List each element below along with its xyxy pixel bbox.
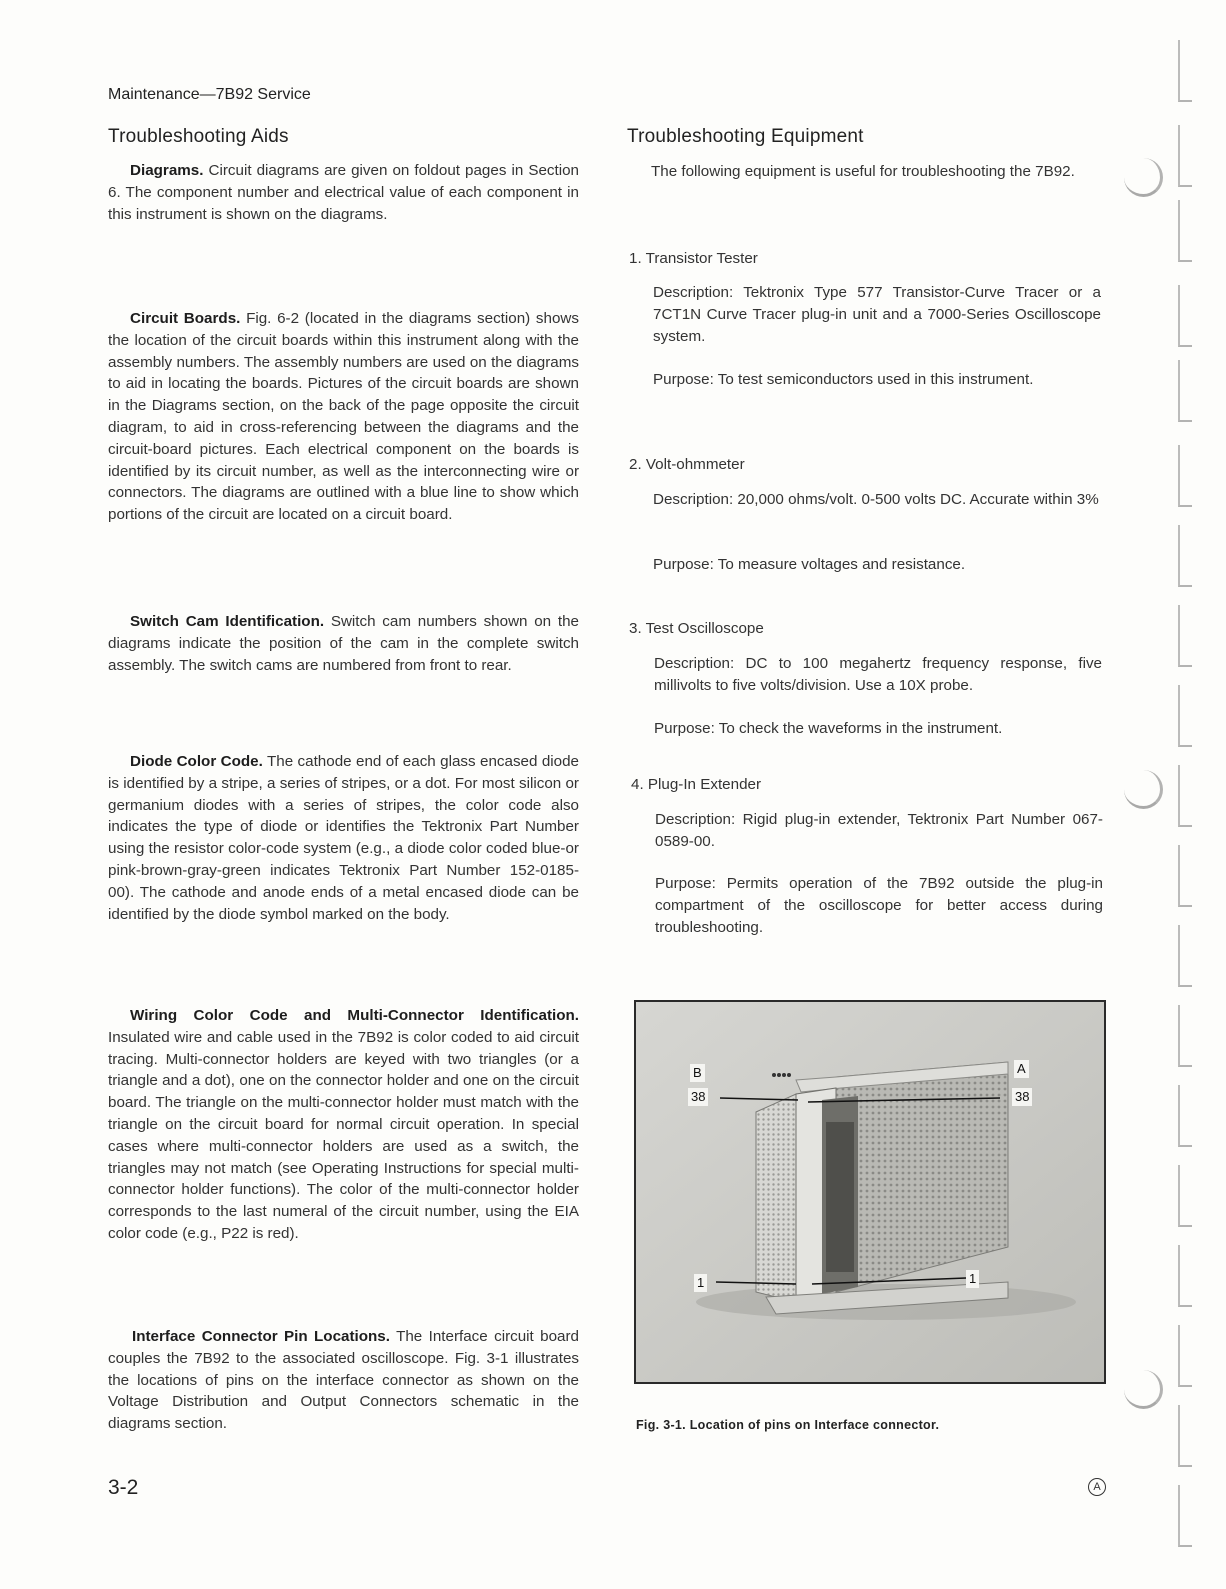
label-right-1: 1 [966,1270,979,1288]
equipment-item-description: Description: 20,000 ohms/volt. 0-500 volts DC. Accurate within 3% [653,491,1099,508]
binder-tab-mark [1178,605,1192,667]
binder-tab-mark [1178,445,1192,507]
binder-tab-mark [1178,200,1192,262]
lead-diagrams: Diagrams. [130,162,204,179]
binder-tab-mark [1178,1005,1192,1067]
label-b-38: 38 [688,1088,708,1106]
binder-tab-mark [1178,285,1192,347]
paragraph-wiring-color-code [108,1005,579,1245]
plug-in-unit-illustration [636,1002,1104,1382]
equipment-item-title: 3. Test Oscilloscope [629,620,764,637]
equipment-item-title: 2. Volt-ohmmeter [629,456,745,473]
label-a-38: 38 [1012,1088,1032,1106]
lead-diode-color-code: Diode Color Code. [130,753,263,770]
equipment-item-description: Description: DC to 100 megahertz frequency response, five millivolts to five volts/division. Use a 10X probe. [654,655,1102,694]
binder-tab-mark [1178,525,1192,587]
label-a: A [1014,1060,1029,1078]
paragraph-circuit-boards [108,308,579,526]
paragraph-diagrams [108,160,579,225]
binder-tab-mark [1178,1245,1192,1307]
lead-wiring-color-code: Wiring Color Code and Multi-Connector Identification. [130,1007,579,1024]
revision-mark: A [1088,1478,1106,1496]
equipment-item-purpose: Purpose: Permits operation of the 7B92 outside the plug-in compartment of the oscilloscope for better access during troubleshooting. [655,875,1103,936]
binder-tab-mark [1178,845,1192,907]
binder-tab-mark [1178,360,1192,422]
equipment-item-title: 1. Transistor Tester [629,250,758,267]
equipment-item-purpose: Purpose: To check the waveforms in the instrument. [654,720,1003,737]
binder-tab-mark [1178,40,1192,102]
page-number: 3-2 [108,1476,139,1499]
text-diode-color-code: The cathode end of each glass encased diode is identified by a stripe, a series of stripes, or a dot. For most silicon or germanium diodes with a series of stripes, the color code also indicates the type of diode or identifies the Tektronix Part Number using the resistor color-code system (e.g., a diode color coded blue-or pink-brown-gray-green indicates Tektronix Part Number 152-0185-00). The cathode and anode ends of a metal encased diode can be identified by the diode symbol marked on the body. [108,753,579,923]
section-title-troubleshooting-equipment: Troubleshooting Equipment [627,126,864,147]
label-left-1: 1 [694,1274,707,1292]
binder-tab-mark [1178,1085,1192,1147]
equipment-item-description: Description: Tektronix Type 577 Transistor-Curve Tracer or a 7CT1N Curve Tracer plug-in unit and a 7000-Series Oscilloscope system. [653,284,1101,345]
label-b: B [690,1064,705,1082]
lead-interface-connector: Interface Connector Pin Locations. [132,1328,390,1345]
equipment-intro: The following equipment is useful for troubleshooting the 7B92. [651,163,1075,180]
paragraph-interface-connector [108,1326,579,1435]
equipment-item-title: 4. Plug-In Extender [631,776,762,793]
running-header: Maintenance—7B92 Service [108,86,311,103]
equipment-item-purpose: Purpose: To measure voltages and resistance. [653,556,966,573]
binder-hole [1124,1370,1163,1409]
text-wiring-color-code: Insulated wire and cable used in the 7B92 is color coded to aid circuit tracing. Multi-connector holders are keyed with two triangles (or a triangle and a dot), one on the connector holder and one on the circuit board. The triangle on the multi-connector holder must match with the triangle on the circuit board for normal circuit operation. In special cases where multi-connector holders are used as a switch, the triangles may not match (see Operating Instructions for special multi-connector holder functions). The color of the multi-connector holder corresponds to the last numeral of the circuit number, using the EIA color code (e.g., P22 is red). [108,1028,579,1242]
lead-switch-cam: Switch Cam Identification. [130,613,325,630]
text-switch-cam: Switch cam numbers shown on the diagrams indicate the position of the cam in the complete switch assembly. The switch cams are numbered from front to rear. [108,613,579,674]
equipment-item-purpose: Purpose: To test semiconductors used in this instrument. [653,371,1034,388]
paragraph-diode-color-code [108,751,579,925]
text-circuit-boards: Fig. 6-2 (located in the diagrams section) shows the location of the circuit boards within this instrument along with the assembly numbers. The assembly numbers are used on the diagrams to aid in locating the boards. Pictures of the circuit boards are shown in the Diagrams section, on the back of the page opposite the circuit diagram, to aid in cross-referencing between the diagrams and the circuit-board pictures. Each electrical component on the boards is identified by its circuit number, as well as the interconnecting wire or connectors. The diagrams are outlined with a blue line to show which portions of the circuit are located on a circuit board. [108,310,579,524]
equipment-item-description: Description: Rigid plug-in extender, Tektronix Part Number 067-0589-00. [655,811,1103,850]
binder-tab-mark [1178,1485,1192,1547]
binder-tab-mark [1178,1325,1192,1387]
figure-caption: Fig. 3-1. Location of pins on Interface connector. [636,1418,940,1432]
binder-tab-mark [1178,925,1192,987]
text-diagrams: Circuit diagrams are given on foldout pages in Section 6. The component number and electrical value of each component in this instrument is shown on the diagrams. [108,162,579,223]
binder-tab-mark [1178,125,1192,187]
binder-hole [1124,158,1163,197]
binder-hole [1124,770,1163,809]
lead-circuit-boards: Circuit Boards. [130,310,241,327]
text-interface-connector: The Interface circuit board couples the 7B92 to the associated oscilloscope. Fig. 3-1 illustrates the locations of pins on the interface connector as shown on the Voltage Distribution and Output Connectors schematic in the diagrams section. [108,1328,579,1433]
paragraph-switch-cam [108,611,579,676]
binder-tab-mark [1178,1405,1192,1467]
binder-tab-mark [1178,685,1192,747]
binder-tab-mark [1178,765,1192,827]
binder-tab-mark [1178,1165,1192,1227]
plug-in-photo [634,1000,1106,1384]
section-title-troubleshooting-aids: Troubleshooting Aids [108,126,289,147]
